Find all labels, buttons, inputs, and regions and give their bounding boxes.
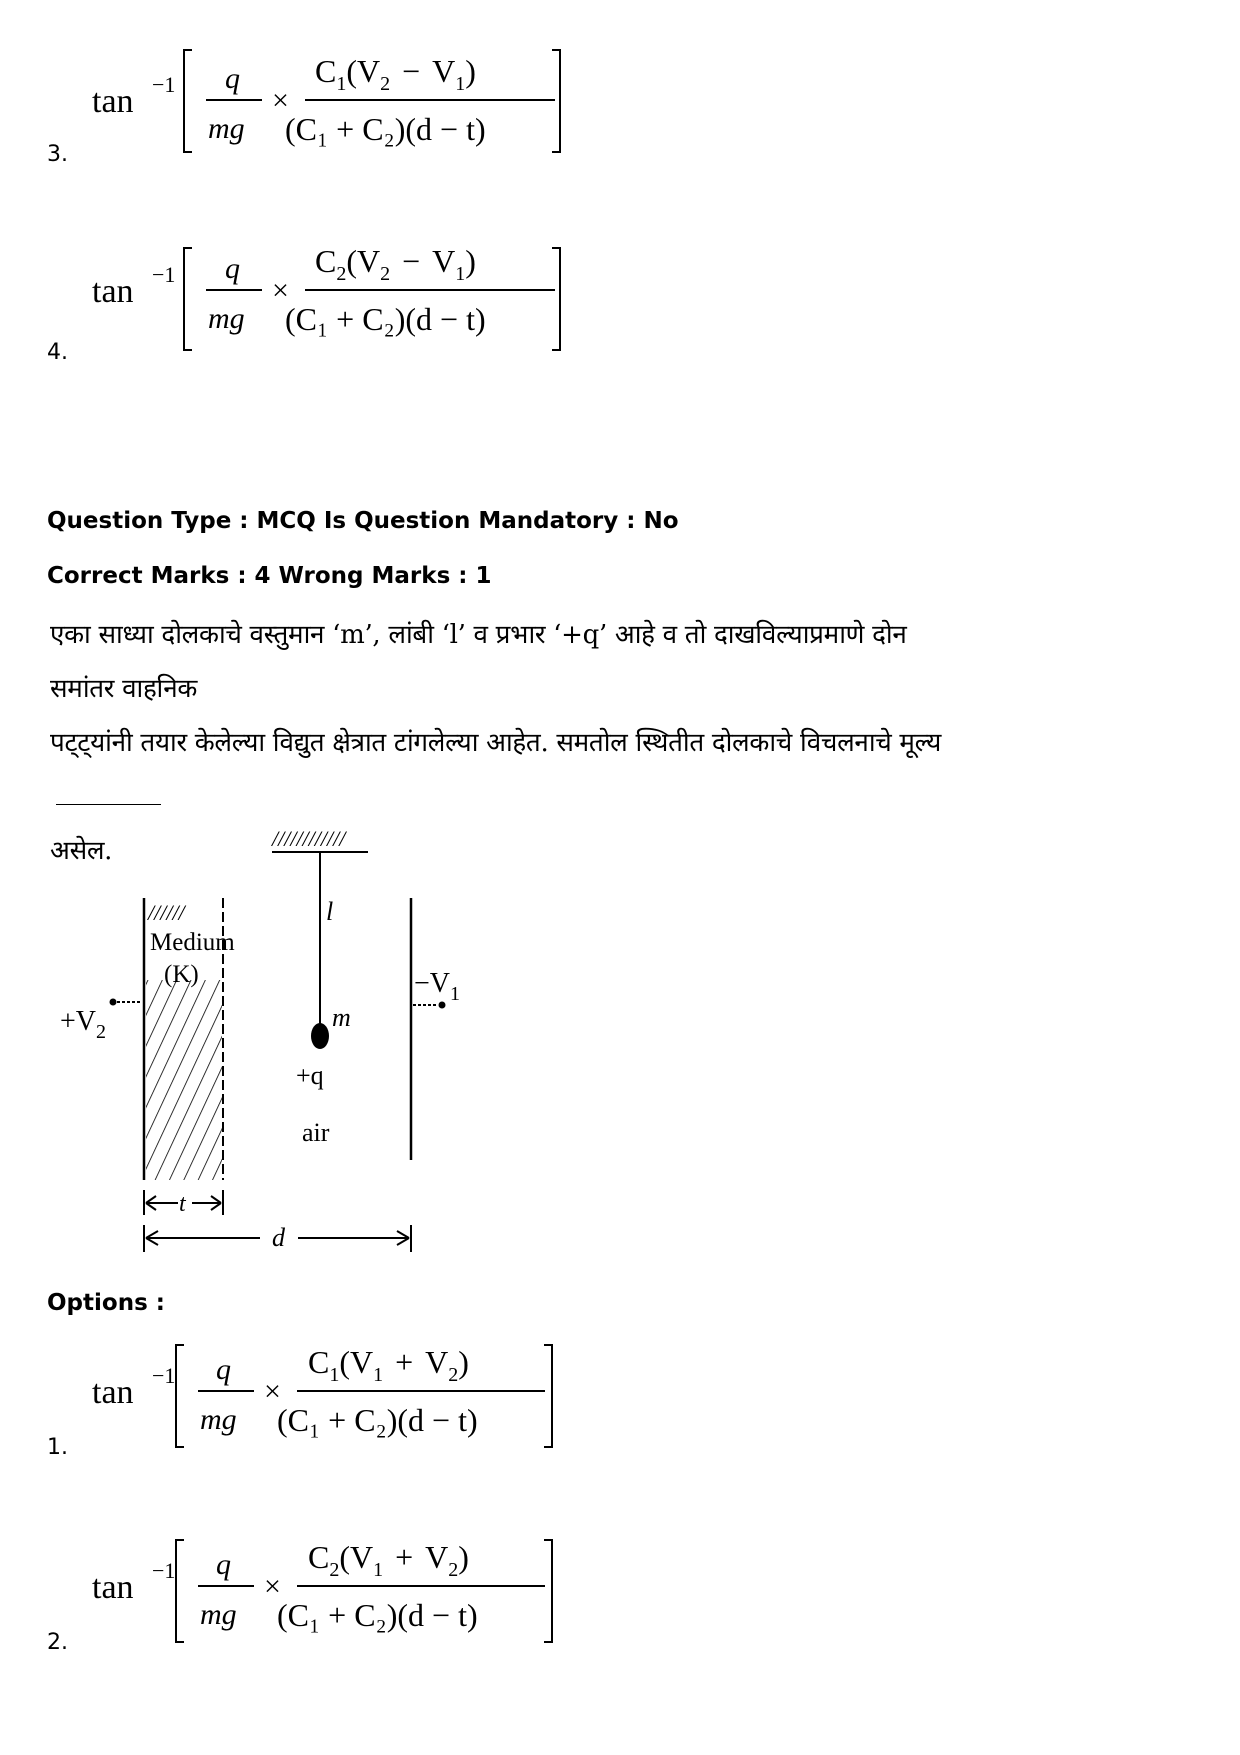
minus-v1-label: $-V_1$ [414, 968, 461, 1005]
medium-top-hatch: ////// [148, 900, 185, 925]
answer-blank [56, 800, 161, 805]
mass-label: m [332, 1003, 351, 1032]
d-arrow-left [146, 1231, 260, 1245]
tan-function: tan [92, 1569, 134, 1606]
tan-function: tan [92, 83, 134, 120]
dielectric-hatch [146, 980, 222, 1180]
left-bracket [184, 50, 192, 152]
right-bracket [552, 248, 560, 350]
inverse-exponent: −1 [152, 262, 176, 287]
option-number: 3. [47, 142, 68, 167]
left-bracket [184, 248, 192, 350]
inverse-exponent: −1 [152, 72, 176, 97]
plus-v2-label: $+V_2$ [60, 1006, 107, 1043]
left-bracket [176, 1540, 184, 1642]
option-4-formula [80, 240, 640, 370]
pendulum-figure [50, 820, 480, 1260]
d-arrow-right [298, 1231, 409, 1245]
option-number: 4. [47, 340, 68, 365]
fraction-mg: mg [200, 1598, 237, 1631]
fraction-q: q [216, 1353, 231, 1386]
times-sign: × [264, 1375, 281, 1408]
numerator: $C_2(V_2 - V_1)$ [315, 243, 476, 285]
tan-function: tan [92, 1374, 134, 1411]
air-label: air [302, 1118, 330, 1147]
charge-label: +q [296, 1061, 324, 1090]
right-terminal [439, 1002, 446, 1009]
denominator: (C₁ + C₂)(d − t) [277, 1597, 478, 1633]
option-number: 2. [47, 1630, 68, 1655]
inverse-exponent: −1 [152, 1363, 176, 1388]
tan-function: tan [92, 273, 134, 310]
denominator: (C₁ + C₂)(d − t) [277, 1402, 478, 1438]
length-label: l [326, 897, 334, 926]
inverse-exponent: −1 [152, 1558, 176, 1583]
times-sign: × [264, 1570, 281, 1603]
numerator: $C_2(V_1 + V_2)$ [308, 1539, 469, 1581]
options-label: Options : [47, 1290, 165, 1316]
numerator: $C_1(V_1 + V_2)$ [308, 1344, 469, 1386]
dielectric-constant-label: (K) [164, 961, 199, 988]
times-sign: × [272, 84, 289, 117]
option-number: 1. [47, 1435, 68, 1460]
d-label: d [272, 1223, 285, 1252]
left-bracket [176, 1345, 184, 1447]
left-terminal [110, 999, 117, 1006]
numerator: $C_1(V_2 - V_1)$ [315, 53, 476, 95]
pendulum-bob [311, 1023, 329, 1049]
fraction-mg: mg [208, 302, 245, 335]
t-arrow-right [192, 1196, 221, 1210]
t-arrow-left [146, 1196, 178, 1210]
question-line: एका साध्या दोलकाचे वस्तुमान ‘m’, लांबी ‘l’ व प्रभार ‘+q’ आहे व तो दाखविल्याप्रमाणे दोन समांतर वाहनिक [50, 620, 907, 704]
question-line: असेल. [50, 836, 113, 866]
fraction-q: q [225, 62, 240, 95]
denominator: (C₁ + C₂)(d − t) [285, 111, 486, 147]
right-bracket [544, 1345, 552, 1447]
marks-line: Correct Marks : 4 Wrong Marks : 1 [47, 563, 492, 589]
option-2-formula [80, 1530, 640, 1660]
fraction-mg: mg [208, 112, 245, 145]
question-type-line: Question Type : MCQ Is Question Mandatory : No [47, 508, 679, 534]
question-line: पट्ट्यांनी तयार केलेल्या विद्युत क्षेत्रात टांगलेल्या आहेत. समतोल स्थितीत दोलकाचे विचलनाचे मूल्य [50, 716, 960, 824]
ceiling-hatch: //////////// [272, 826, 346, 851]
right-bracket [544, 1540, 552, 1642]
denominator: (C₁ + C₂)(d − t) [285, 301, 486, 337]
fraction-mg: mg [200, 1403, 237, 1436]
option-1-formula [80, 1335, 640, 1465]
times-sign: × [272, 274, 289, 307]
option-3-formula [80, 40, 640, 170]
fraction-q: q [216, 1548, 231, 1581]
t-label: t [179, 1191, 186, 1217]
fraction-q: q [225, 252, 240, 285]
medium-label: Medium [150, 929, 235, 956]
